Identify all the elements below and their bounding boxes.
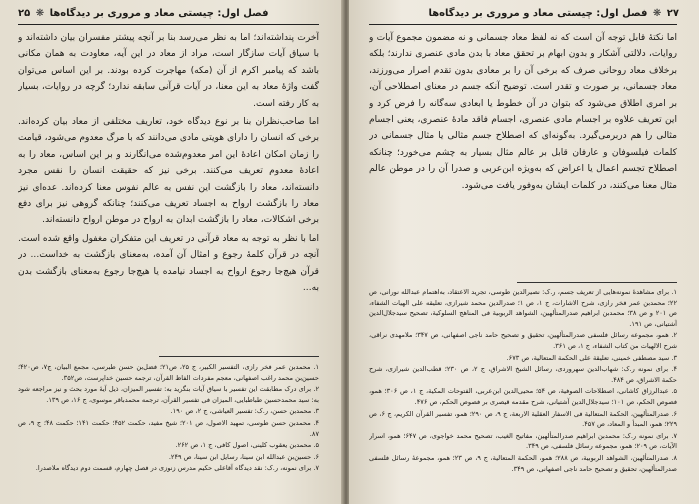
footnote: ۱. محمدبن عمر فخر رازی، التفسیر الکبیر، ج ۲۵، ص۲۱؛ فضل‌بن حسن طبرسی، مجمع البیان، ج۷، ص۴۲۰؛ حسین‌بن محمد راغب اصفهانی، معجم مفردات الفاظ القرآن، ترجمه حسین خداپرست، ص۳۵۲. (18, 363, 319, 382)
right-page (349, 0, 699, 504)
footnotes (369, 287, 677, 499)
footnote-rule (159, 356, 319, 357)
page-number: ۲۷ (666, 8, 679, 19)
footnote: ۸. صدرالمتألهین، الشواهد الربوبیة، ص ۲۸۸؛ همو، الحکمة المتعالیة، ج ۹، ص ۲۳؛ همو، مجموعهٔ رسائل فلسفی صدرالمتألهین، تحقیق و تصحیح حامد ناجی اصفهانی، ص ۳۴۹. (369, 453, 677, 473)
paragraph: اما صاحب‌نظران بنا بر نوع دیدگاه خود، تعاریف مختلفی از معاد بیان کرده‌اند. برخی که انسان را دارای هویتی مادی می‌دانند که با مرگ معدوم می‌شود، قیامت را زمان امکان اعادهٔ این امر معدوم‌شده می‌انگارند و بر این اساس، معاد را به اعادهٔ معدوم تعریف می‌کنند. برخی نیز که حقیقت انسان را نفس مجرد دانسته‌اند، معاد را بازگشت این نفس به عالم نفوس معنا کرده‌اند. عده‌ای نیز معاد را بازگشت ارواح به اجساد تعریف می‌کنند؛ چنانکه گروهی نیز برای دفع برخی اشکالات، معاد را بازگشت ابدان به ارواح در موطن ارواح دانسته‌اند. (18, 117, 319, 226)
footnote: ۵. عبدالرزاق کاشانی، اصطلاحات الصوفیة، ص ۵۴؛ محیی‌الدین ابن‌عربی، الفتوحات المکیة، ج ۱، ص ۳۰۶؛ همو، فصوص الحکم، ص ۱۰۱؛ سیدجلال‌الدین آشتیانی، شرح مقدمه قیصری بر فصوص الحکم، ص ۴۷۶. (369, 387, 677, 406)
footnote: ۷. برای نمونه، ر.ک: نقد دیدگاه آقاعلی حکیم مدرس زنوزی در فصل چهارم، قسمت دوم دیدگاه ملاصدرا. (35, 464, 319, 473)
header-rule (369, 24, 677, 25)
footnote: ۳. سید مصطفی خمینی، تعلیقة علی الحکمة المتعالیة، ص ۶۷۳. (506, 353, 677, 362)
left-page-header (18, 8, 269, 19)
footnote-rule (517, 282, 677, 283)
main-text (18, 30, 319, 348)
right-page-header (428, 8, 679, 19)
chapter-title: فصل اول: چیستی معاد و مروری بر دیدگاه‌ها (428, 8, 648, 19)
footnotes (18, 362, 319, 500)
footnote: ۴. برای نمونه ر.ک: شهاب‌الدین سهروردی، رسائل الشیخ الاشراق، ج ۲، ص ۲۳۰؛ قطب‌الدین شیرازی، شرح حکمة الاشراق، ص ۴۸۴. (369, 365, 677, 384)
page-number: ۲۵ (18, 8, 31, 19)
paragraph: اما نکتهٔ قابل توجه آن است که نه لفظ معاد جسمانی و نه مضمون مجموع آیات و روایات، دلالتی آشکار و بدون ابهام بر تحقق معاد با بدن مادی عنصری ندارند؛ بلکه برخلاف معاد روحانی صرف که برخی آن را بر معادی بدون تقدم اصرار می‌ورزند، معاد جسمانی، بر صورت و تقدر است. توضیح آنکه جسم در معنای اصطلاحی آن، بر امری اطلاق می‌شود که بتوان در آن خطوط یا ابعادی سه‌گانه را فرض کرد و این تعریف علاوه بر اجسام مادی عنصری، اجسام فاقد مادهٔ عنصری، یعنی اجسام مثالی را هم دربرمی‌گیرد. به‌گونه‌ای که اصطلاح جسم مثالی یا مثال جسمانی در کلمات فیلسوفان و عارفان قابل بر عالم مثال بسیار به چشم می‌خورد؛ چنانکه اصطلاح تجسم اعمال یا اعراض که به‌ویژه ابن‌عربی و صدرا آن را در موطن عالم مثال معنا می‌کنند، در کلمات ایشان به‌وفور یافت می‌شود. (369, 33, 677, 191)
paragraph: اما با نظر به توجه به معاد قرآنی در تعریف این متفکران مغفول واقع شده است. آنچه در قرآن کلمهٔ رجوع و امثال آن آمده، به‌معنای بازگشت به خداست... در قرآن هیچ‌جا رجوع ارواح به اجساد نیامده یا هیچ‌جا رجوع به‌معنای بازگشت بدن به... (18, 233, 319, 294)
chapter-title: فصل اول: چیستی معاد و مروری بر دیدگاه‌ها (49, 8, 269, 19)
footnote: ۶. صدرالمتألهین، الحکمة المتعالیة فی الاسفار العقلیة الاربعة، ج ۹، ص ۲۹۰؛ همو، تفسیر القرآن الکریم، ج ۶، ص ۲۲۹؛ همو، المبدأ و المعاد، ص ۴۵۷. (369, 409, 677, 429)
paragraph: آخرت پنداشته‌اند؛ اما به نظر می‌رسد بنا بر آنچه پیشتر مفسران بیان داشته‌اند و با سیاق آیات سازگار است، مراد از معاد در این آیه، معاودت به همان مکانی باشد که پیامبر اکرم از آن (مکه) مهاجرت کرده بودند. بر این اساس می‌توان گفت واژهٔ معاد به این معنا، در آیات قرآنی سابقه ندارد؛ گرچه در روایات، بسیار به کار رفته است. (18, 33, 319, 109)
footnote: ۴. محمدبن حسن طوسی، تمهید الاصول، ص ۲۰۱؛ شیخ مفید، حکمت ۴۵۲؛ حکمت ۱۴۱؛ حکمت ۴۸؛ ج ۹، ص ۸۷. (18, 418, 319, 438)
header-rule (18, 24, 319, 25)
left-page (0, 0, 343, 504)
footnote: ۱. برای مشاهدهٔ نمونه‌هایی از تعریف جسم، ر.ک: نصیرالدین طوسی، تجرید الاعتقاد، به‌اهتمام عبدالله نورانی، ص ۲۲؛ محمدبن عمر فخر رازی، شرح الاشارات، ج ۱، ص ۱؛ صدرالدین محمد شیرازی، تعلیقه علی الهیات الشفاء، ص ۲۰۱ و ص ۳۸؛ محمدبن ابراهیم صدرالمتألهین، الشواهد الربوبیة فی المناهج السلوکیة، تصحیح سیدجلال‌الدین آشتیانی، ص ۱۹۱. (369, 288, 677, 328)
footnote: ۷. برای نمونه ر.ک: محمدبن ابراهیم صدرالمتألهین، مفاتیح الغیب، تصحیح محمد خواجوی، ص ۶۴۷؛ همو، اسرار الآیات، ص ۲۰۹؛ همو، مجموعه رسائل فلسفی، ص ۳۴۹. (369, 431, 677, 451)
main-text (369, 30, 677, 278)
footnote: ۶. حسین‌بن عبدالله ابن سینا، رسایل ابن سینا، ص ۲۴۹. (168, 452, 319, 461)
footnote: ۲. برای درک مطابقت این تفسیر با سیاق آیات بنگرید به: تفسیر المیزان، ذیل آیهٔ مورد بحث و نیز مراجعه شود به: سید محمدحسین طباطبایی، المیزان فی تفسیر القرآن، ترجمه محمدباقر موسوی، ج ۱۶، ص ۱۳۹. (18, 385, 319, 404)
footnote: ۲. همو، مجموعه رسائل فلسفی صدرالمتألهین، تحقیق و تصحیح حامد ناجی اصفهانی، ص ۳۴۷؛ ملامهدی نراقی، شرح الالهیات من کتاب الشفاء، ج ۱، ص ۳۶۱. (369, 331, 677, 350)
footnote: ۳. محمدبن حسن، ر.ک: تفسیر العیاشی، ج ۲، ص ۱۹۰. (170, 407, 319, 416)
star-ornament-icon: ❋ (652, 8, 662, 19)
footnote: ۵. محمدبن یعقوب کلینی، اصول کافی، ج ۱، ص ۲۶۲. (175, 441, 319, 450)
star-ornament-icon: ❋ (35, 8, 45, 19)
